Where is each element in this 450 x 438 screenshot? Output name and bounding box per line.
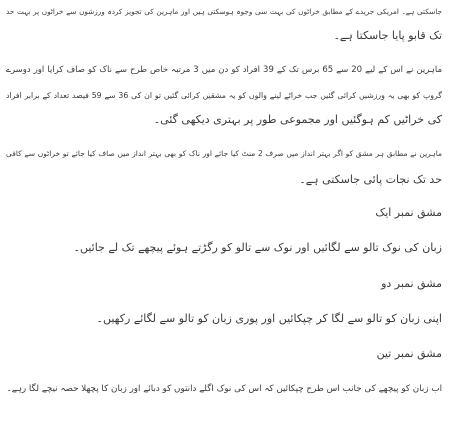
- exercise-1-text: زبان کی نوک تالو سے لگائیں اور نوک سے تالو کو رگڑتے ہوئے پیچھے تک لے جائیں۔: [73, 241, 442, 254]
- paragraph-3-line-1: ماہرین نے مطابق ہر مشق کو اگر بہتر انداز میں صرف 2 منٹ کیا جائے اور ناک کو بھی بہتر انداز میں صاف کیا جائے تو خراٹوں سے کافی: [6, 149, 442, 158]
- paragraph-3-line-2: حد تک نجات پائی جاسکتی ہے۔: [299, 173, 442, 186]
- paragraph-2-line-2: گروپ کو بھی یہ ورزشیں کرائی گئیں جب خراٹے لینے والوں کو یہ مشقیں کرائی گئیں تو ان کی 36 سے 59 فیصد تعداد کے برابر افراد: [6, 91, 442, 100]
- exercise-3-heading: مشق نمبر تین: [376, 347, 442, 360]
- paragraph-2-line-1: ماہرین نے اس کے لیے 20 سے 65 برس تک کے 39 افراد کو دن میں 3 مرتبہ خاص طرح سے ناک کو صاف کرایا اور دوسرے: [6, 65, 442, 75]
- paragraph-2-line-3: کی خراٹیں کم ہوگئیں اور مجموعی طور پر بہتری دیکھی گئی۔: [153, 113, 442, 126]
- paragraph-1-line-2: تک قابو پایا جاسکتا ہے۔: [333, 29, 442, 42]
- paragraph-1-line-1: جاسکتی ہے۔ امریکی جریدے کے مطابق خراٹوں کی بہت سی وجوہ ہوسکتی ہیں اور ماہرین کی تجویز کردہ ورزشوں سے خراٹوں پر بہت حد: [6, 7, 442, 16]
- exercise-1-heading: مشق نمبر ایک: [375, 206, 442, 219]
- exercise-3-text: اب زبان کو پیچھے کی جانب اس طرح چپکائیں کہ اس کی نوک اگلے دانتوں کو دبائے اور زبان کا پچھلا حصہ نیچے لگا رہے۔: [6, 384, 442, 394]
- exercise-2-text: اپنی زبان کو تالو سے لگا کر چپکائیں اور پوری زبان کو تالو سے لگائے رکھیں۔: [96, 312, 442, 325]
- exercise-2-heading: مشق نمبر دو: [381, 277, 442, 290]
